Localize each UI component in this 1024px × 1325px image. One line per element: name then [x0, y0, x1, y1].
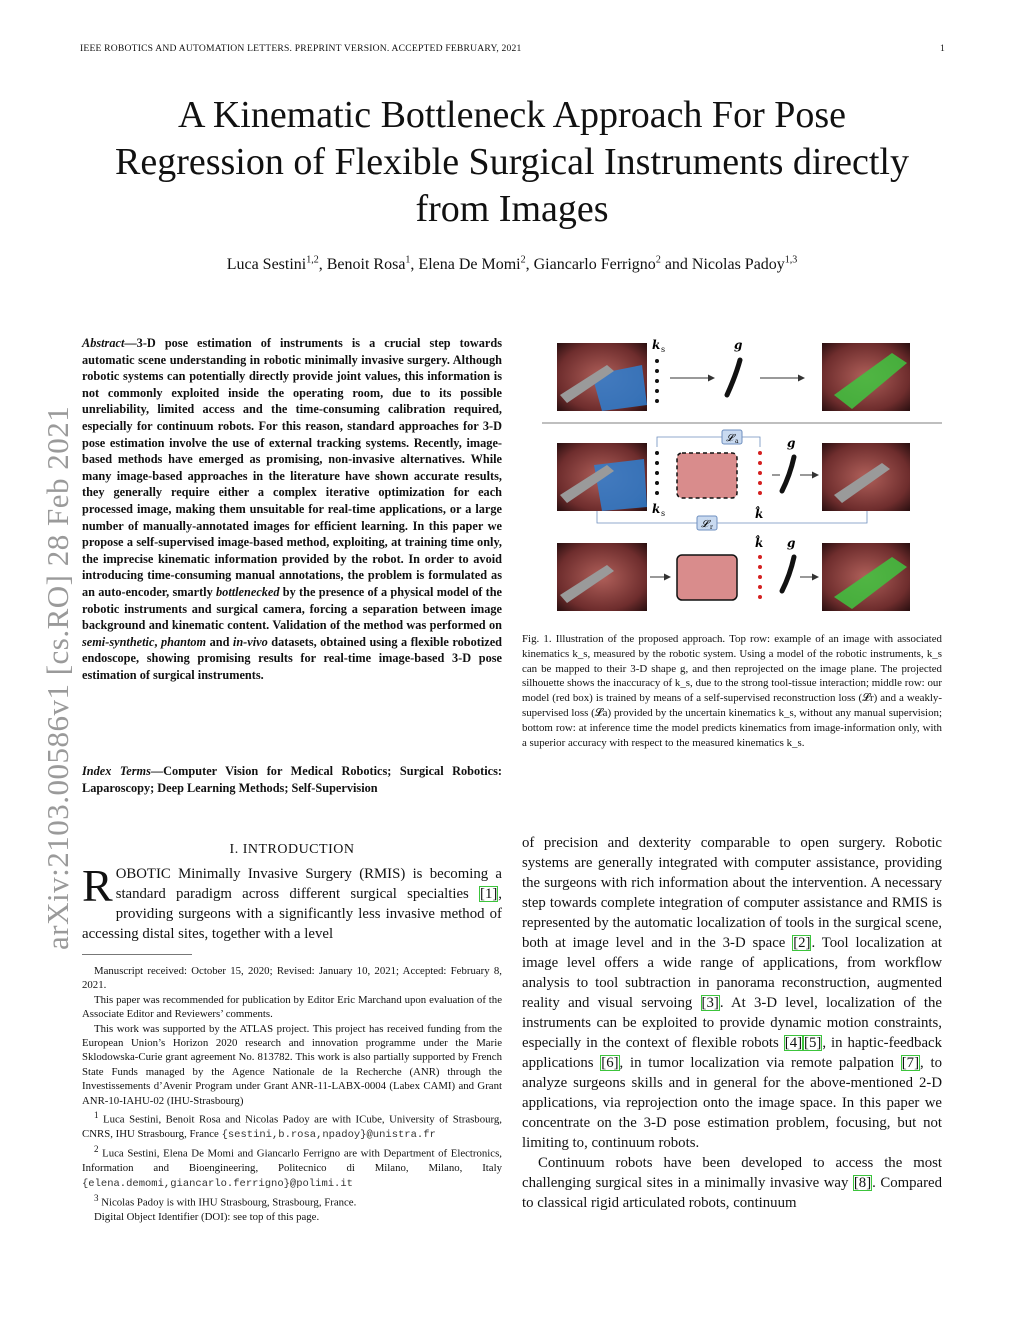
label-k-hat: k̂: [755, 536, 764, 550]
footnote: $^1$ Luca Sestini, Benoit Rosa and Nicolas Padoy are with ICube, University of Strasbourg, CNRS, IHU Strasbourg, France {sestini,b.rosa,npadoy}@unistra.fr: [82, 1110, 502, 1142]
footnote: This work was supported by the ATLAS project. This project has received funding from the European Union’s Horizon 2020 research and innovation programme under the Marie Sklodowska-Curie grant agreement No. 813782. This work is also partially supported by French State Funds managed by the Agence Nationale de la Recherche (ANR) through the Investissements d’Avenir Program under Grant ANR-11-LABX-0004 (Labex CAMI) and Grant ANR-10-IAHU-02 (IHU-Strasbourg): [82, 1022, 502, 1107]
citation-link[interactable]: [8]: [853, 1175, 872, 1191]
citation-link[interactable]: [3]: [701, 995, 719, 1011]
model-box: [677, 555, 737, 600]
label-ks: k: [652, 502, 661, 516]
loss-line-a: [657, 437, 760, 447]
shape-g: [727, 360, 740, 395]
author: Nicolas Padoy$^{1,3}$: [691, 255, 798, 274]
figure-caption: [522, 632, 942, 750]
caption-label: Fig. 1.: [522, 633, 552, 645]
index-terms-label: Index Terms: [82, 764, 151, 778]
right-column-text: [522, 833, 942, 1213]
caption-text: Illustration of the proposed approach. Top row: example of an image with associated kinematics k_s, measured by the robotic system. Using a model of the robotic instruments, k_s can be mapped to their 3-D shape g, and then reprojected on the image plane. The projected silhouette shows the inaccuracy of k_s, due to the strong tool-tissue interaction; middle row: our model (red box) is trained by means of a self-supervised reconstruction loss (𝓛r) and a weakly-supervised loss (𝓛a) provided by the uncertain kinematics k_s, without any manual supervision; bottom row: at inference time the model predicts kinematics from image-information only, with a superior accuracy with respect to the measured kinematics k_s.: [522, 633, 942, 749]
abstract: Abstract—3-D pose estimation of instruments is a crucial step towards automatic scene understanding in robotic minimally invasive surgery. Although robotic systems can potentially directly provide joint values, this information is not commonly exploited inside the operating room, due to its possible unreliability, limited access and the time-consuming calibration required, especially for continuum robots. For this reason, standard approaches for 3-D pose estimation involve the use of external tracking systems. Recently, image-based methods have emerged as promising, non-invasive alternatives. While many image-based approaches in the literature have shown accurate results, they generally require either a complex iterative optimization for each processed image, making them unsuitable for real-time applications, or a large number of manually-annotated images for efficient learning. In this paper we propose a self-supervised image-based method, exploiting, at training time only, the imprecise kinematic information provided by the robot. In order to avoid introducing time-consuming manual annotations, the problem is formulated as an auto-encoder, smartly bottlenecked by the presence of a physical model of the robotic instruments and surgical camera, forcing a separation between image background and kinematic content. Validation of the method was performed on semi-synthetic, phantom and in-vivo datasets, obtained using a flexible robotized endoscope, showing promising results for real-time image-based 3-D pose estimation of surgical instruments.: [82, 336, 503, 682]
title-line-3: from Images: [415, 188, 609, 230]
citation-link[interactable]: [4]: [784, 1035, 803, 1051]
index-terms: Index Terms—Computer Vision for Medical Robotics; Surgical Robotics: Laparoscopy; Deep Learning Methods; Self-Supervision: [82, 764, 502, 795]
label-la: 𝓛: [726, 433, 734, 444]
citation-link[interactable]: [2]: [793, 935, 811, 951]
citation-link[interactable]: [7]: [901, 1055, 920, 1071]
footnote-rule: [82, 954, 192, 955]
kinematics-dots: [655, 451, 659, 495]
shape-g: [782, 557, 794, 591]
section-heading: I. INTRODUCTION: [229, 842, 355, 857]
paragraph: of precision and dexterity comparable to open surgery. Robotic systems are generally integrated with computer assistance, providing the surgeons with rich information about the intervention. A necessary step towards complete integration of computer assistance and RMIS is represented by the automatic localization of tools in the surgical scene, both at image level and in the 3-D space [2]. Tool localization at image level offers a wide range of applications, from workflow analysis to tool subtraction in panorama reconstruction, augmented reality and visual servoing [3]. At 3-D level, localization of the instruments can be exploited to provide dynamic motion constraints, especially in the context of flexible robots [4] [5], in haptic-feedback applications [6], in tumor localization via remote palpation [7], to analyze surgeons skills and in general for the above-mentioned 2-D applications, via reprojection onto the image space. In this paper we concentrate on the 3-D pose estimation problem, focusing, but not limiting to, continuum robots.: [522, 835, 942, 1151]
row-bottom: [557, 534, 910, 611]
predicted-kinematics-dots: [758, 451, 762, 495]
citation-link[interactable]: [6]: [601, 1055, 619, 1071]
kinematics-dots: [655, 359, 659, 403]
label-g: g: [734, 338, 743, 352]
label-lr: 𝓛: [701, 519, 709, 530]
page-number: 1: [940, 43, 945, 54]
predicted-kinematics-dots: [758, 555, 762, 599]
row-middle: [557, 430, 910, 531]
label-g: g: [787, 436, 796, 450]
footnote: $^2$ Luca Sestini, Elena De Momi and Giancarlo Ferrigno are with Department of Electronics, Information and Bioengineering, Politecnico di Milano, Milano, Italy {elena.demomi,giancarlo.ferrigno}@polimi.it: [82, 1144, 502, 1190]
shape-g: [782, 457, 794, 491]
abstract-label: Abstract: [82, 336, 125, 350]
footnote: This paper was recommended for publication by Editor Eric Marchand upon evaluation of the Associate Editor and Reviewers’ comments.: [82, 993, 502, 1021]
label-ks-sub: s: [661, 509, 666, 518]
author-list: [60, 255, 964, 274]
footnotes: [82, 964, 502, 1225]
running-header: [80, 43, 945, 54]
label-g: g: [787, 536, 796, 550]
author: Luca Sestini$^{1,2}$,: [226, 255, 327, 274]
footnote: $^3$ Nicolas Padoy is with IHU Strasbourg, Strasbourg, France.: [94, 1193, 357, 1209]
row-top: [557, 338, 910, 411]
author: Benoit Rosa$^1$,: [326, 255, 419, 274]
title-line-1: A Kinematic Bottleneck Approach For Pose: [177, 94, 847, 136]
running-title: IEEE ROBOTICS AND AUTOMATION LETTERS. PREPRINT VERSION. ACCEPTED FEBRUARY, 2021: [80, 43, 522, 54]
citation-link[interactable]: [5]: [804, 1035, 822, 1051]
model-box: [677, 453, 737, 498]
author: Elena De Momi$^2$,: [418, 255, 534, 274]
label-ks-sub: s: [661, 345, 666, 354]
arxiv-id: arXiv:2103.00586v1 [cs.RO] 28 Feb 2021: [40, 405, 75, 950]
label-lr-sub: r: [710, 524, 713, 531]
intro-paragraph: ROBOTIC Minimally Invasive Surgery (RMIS) is becoming a standard paradigm across different surgical specialties [1], providing surgeons with a significantly less invasive method of accessing distal sites, together with a level: [82, 860, 502, 942]
author: Giancarlo Ferrigno$^2$ and: [533, 255, 692, 274]
figure-1-diagram: [522, 335, 942, 625]
citation-link[interactable]: [1]: [480, 886, 498, 902]
figure-1: [522, 335, 942, 625]
label-k-hat: k̂: [755, 507, 764, 521]
footnote: Digital Object Identifier (DOI): see top of this page.: [94, 1211, 320, 1224]
paper-title: [60, 92, 964, 233]
paragraph: Continuum robots have been developed to access the most challenging surgical sites in a minimally invasive way [8]. Compared to classical rigid articulated robots, continuum: [522, 1155, 942, 1211]
dropcap: R: [82, 860, 113, 911]
email: {elena.demomi,giancarlo.ferrigno}@polimi.it: [82, 1177, 353, 1190]
title-line-2: Regression of Flexible Surgical Instruments directly: [115, 141, 909, 183]
arxiv-stamp: [10, 350, 75, 950]
loss-line-r: [597, 511, 867, 523]
blue-tool: [594, 459, 647, 511]
label-la-sub: a: [735, 438, 739, 445]
footnote: Manuscript received: October 15, 2020; Revised: January 10, 2021; Accepted: February 8, 2021.: [82, 965, 502, 992]
label-ks: k: [652, 338, 661, 352]
email: {sestini,b.rosa,npadoy}@unistra.fr: [221, 1129, 436, 1142]
